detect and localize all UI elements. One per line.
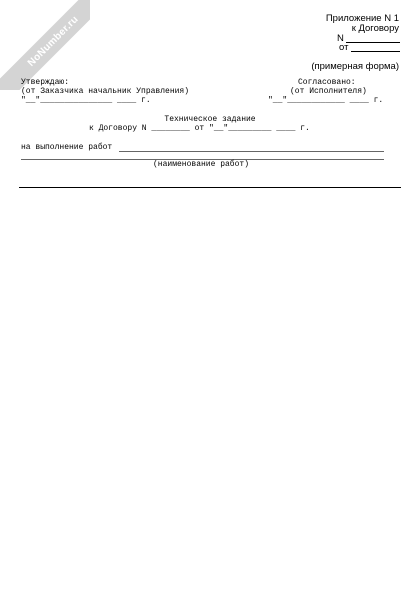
approve-title: Утверждаю: [21, 78, 70, 87]
agree-date-line: "__"____________ ____ г. [268, 96, 384, 105]
spec-contract-line: к Договору N ________ от "__"_________ ____ г. [89, 124, 310, 133]
work-label: на выполнение работ [21, 143, 113, 152]
watermark-strip [0, 0, 90, 90]
appendix-date-label: от [339, 42, 349, 53]
watermark-ribbon [0, 0, 90, 90]
form-note: (примерная форма) [311, 61, 399, 72]
appendix-number-label: N [337, 33, 344, 44]
spec-title: Техническое задание [164, 115, 256, 124]
appendix-date-blank [351, 51, 400, 52]
work-caption: (наименование работ) [152, 160, 249, 169]
watermark-text: NoNumber.ru [25, 13, 81, 69]
agree-party: (от Исполнителя) [290, 87, 367, 96]
appendix-contract-ref: к Договору [351, 23, 399, 34]
approve-date-line: "__"_______________ ____ г. [21, 96, 151, 105]
appendix-title: Приложение N 1 [325, 13, 399, 24]
approve-party: (от Заказчика начальник Управления) [21, 87, 190, 96]
agree-title: Согласовано: [298, 78, 356, 87]
work-name-blank [119, 151, 384, 152]
appendix-number-blank [346, 42, 400, 43]
page-divider [19, 187, 401, 188]
